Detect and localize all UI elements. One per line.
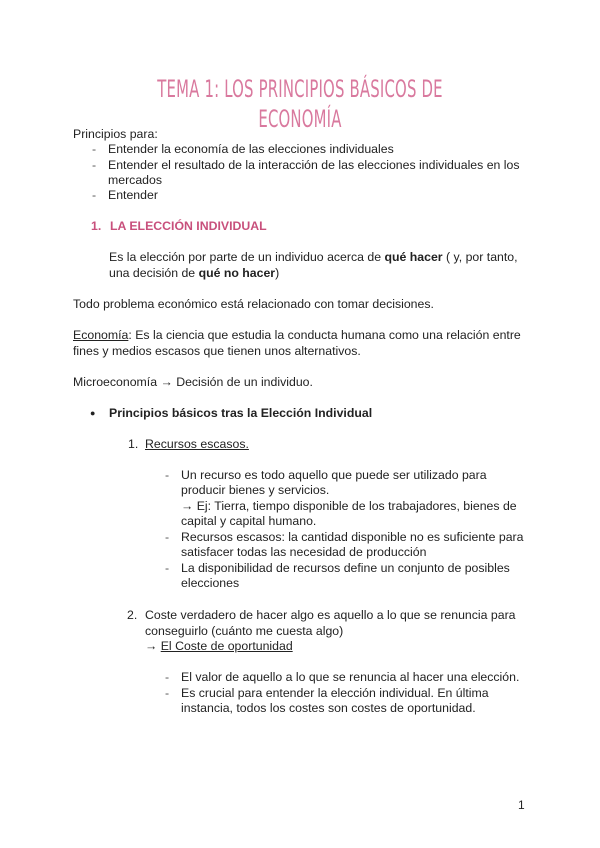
section-number: 1. <box>91 219 102 233</box>
principle-title: Recursos escasos. <box>145 437 249 451</box>
bullet-heading: Principios básicos tras la Elección Individual <box>109 406 373 420</box>
dash-icon: - <box>165 530 170 544</box>
definition-text: Es la elección por parte de un individuo acerca de <box>109 250 385 264</box>
list-item-continuation: capital y capital humano. <box>181 514 317 528</box>
list-item-continuation: producir bienes y servicios. <box>181 483 330 497</box>
list-item-continuation: instancia, todos los costes son costes de oportunidad. <box>181 701 476 715</box>
bullet-icon: ● <box>90 408 96 418</box>
principle-text-continuation: conseguirlo (cuánto me cuesta algo) <box>145 624 344 638</box>
list-item-continuation: → Ej: Tierra, tiempo disponible de los trabajadores, bienes de <box>181 499 517 513</box>
definition-bold: qué hacer <box>384 250 443 264</box>
section-heading: LA ELECCIÓN INDIVIDUAL <box>110 219 267 233</box>
page-number: 1 <box>518 798 525 812</box>
dash-icon: - <box>92 158 97 172</box>
definition-text: ) <box>275 266 280 280</box>
dash-icon: - <box>165 561 170 575</box>
page-title: TEMA 1: LOS PRINCIPIOS BÁSICOS DE ECONOMÍA <box>157 75 443 133</box>
dash-icon: - <box>165 686 170 700</box>
list-item: El valor de aquello a lo que se renuncia al hacer una elección. <box>181 670 520 684</box>
principle-text: Coste verdadero de hacer algo es aquello a lo que se renuncia para <box>145 608 516 622</box>
dash-icon: - <box>165 468 170 482</box>
definition-line <box>109 249 518 265</box>
definition-line <box>109 265 279 281</box>
principle-number: 2. <box>127 608 138 622</box>
economia-term: Economía <box>73 328 129 342</box>
dash-icon: - <box>92 188 97 202</box>
definition-text: una decisión de <box>109 266 199 280</box>
economia-definition <box>73 327 521 343</box>
list-item: Es crucial para entender la elección individual. En última <box>181 686 489 700</box>
list-item: Recursos escasos: la cantidad disponible no es suficiente para <box>181 530 524 544</box>
list-item: Entender <box>108 188 158 202</box>
paragraph: Microeconomía → Decisión de un individuo. <box>73 375 313 389</box>
opportunity-cost-line <box>145 638 293 654</box>
dash-icon: - <box>92 142 97 156</box>
list-item: Entender la economía de las elecciones individuales <box>108 142 394 156</box>
list-item-continuation: elecciones <box>181 576 240 590</box>
paragraph: Todo problema económico está relacionado con tomar decisiones. <box>73 297 434 311</box>
list-item-continuation: mercados <box>108 173 162 187</box>
list-item: Un recurso es todo aquello que puede ser utilizado para <box>181 468 487 482</box>
economia-text: : Es la ciencia que estudia la conducta humana como una relación entre <box>128 328 521 342</box>
principle-number: 1. <box>128 437 139 451</box>
opportunity-cost-term: El Coste de oportunidad <box>160 639 293 653</box>
economia-definition-continuation: fines y medios escasos que tienen unos alternativos. <box>73 344 361 358</box>
list-item: Entender el resultado de la interacción de las elecciones individuales en los <box>108 158 520 172</box>
arrow-icon: → <box>145 639 161 653</box>
dash-icon: - <box>165 670 170 684</box>
list-item: La disponibilidad de recursos define un conjunto de posibles <box>181 561 510 575</box>
definition-bold: qué no hacer <box>198 266 276 280</box>
list-item-continuation: satisfacer todas las necesidad de producción <box>181 545 427 559</box>
definition-text: ( y, por tanto, <box>442 250 518 264</box>
intro-label: Principios para: <box>73 127 158 141</box>
